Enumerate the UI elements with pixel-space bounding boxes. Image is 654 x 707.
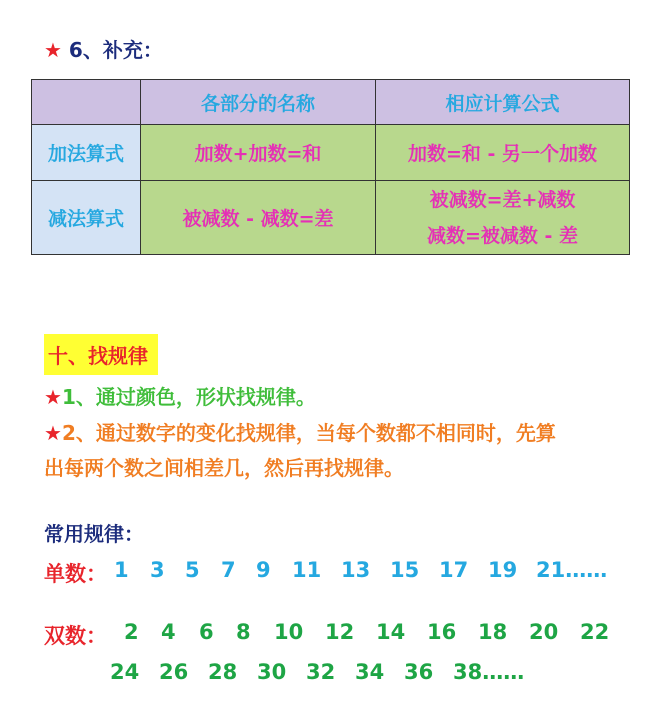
rule-item-2-line-1 [44, 416, 556, 451]
even-number: 8 [236, 620, 251, 644]
even-number: 26 [159, 660, 189, 684]
subtraction-formula-2: 减数=被减数 - 差 [426, 224, 579, 247]
table-header-formulas: 相应计算公式 [376, 80, 630, 125]
even-numbers-list-2 [0, 660, 654, 690]
odd-number: 19 [488, 558, 518, 582]
table-header-row [32, 80, 630, 125]
star-icon: ★ [44, 421, 62, 445]
odd-number: 17 [439, 558, 469, 582]
even-number: 16 [427, 620, 457, 644]
even-number: 10 [274, 620, 304, 644]
even-number: 18 [478, 620, 508, 644]
rule-item-1 [44, 381, 316, 410]
rule-item-2-line-2: 出每两个数之间相差几，然后再找规律。 [44, 456, 404, 480]
rule-item-2-text-1: 2、通过数字的变化找规律，当每个数都不相同时，先算 [61, 421, 556, 445]
rule-item-1-text: 1、通过颜色，形状找规律。 [61, 385, 316, 409]
even-number: 14 [376, 620, 406, 644]
odd-number: 13 [341, 558, 371, 582]
row-label-subtraction: 减法算式 [32, 181, 141, 255]
table-row-subtraction [32, 181, 630, 255]
odd-number: 7 [221, 558, 236, 582]
even-number: 2 [124, 620, 139, 644]
even-number: 24 [110, 660, 140, 684]
even-number: 34 [355, 660, 385, 684]
addition-formula: 加数=和 - 另一个加数 [376, 125, 630, 181]
even-number: 12 [325, 620, 355, 644]
even-number: 6 [199, 620, 214, 644]
subtraction-names: 被减数 - 减数=差 [141, 181, 376, 255]
addition-names: 加数+加数=和 [141, 125, 376, 181]
odd-number: 3 [150, 558, 165, 582]
table-header-empty [32, 80, 141, 125]
even-number: 28 [208, 660, 238, 684]
even-number: 20 [529, 620, 559, 644]
section-6-title: 6、补充： [68, 38, 163, 62]
odd-number: 15 [390, 558, 420, 582]
formula-table [31, 79, 630, 255]
subtraction-formulas [376, 181, 630, 255]
table-header-names: 各部分的名称 [141, 80, 376, 125]
even-number: 36 [404, 660, 434, 684]
row-label-addition: 加法算式 [32, 125, 141, 181]
odd-number: 11 [292, 558, 322, 582]
odd-numbers-list [0, 558, 654, 588]
even-number: 22 [580, 620, 610, 644]
common-rules-title: 常用规律： [44, 522, 144, 546]
even-number: 30 [257, 660, 287, 684]
even-label: 双数： [44, 624, 107, 648]
even-number: 32 [306, 660, 336, 684]
star-icon: ★ [44, 385, 62, 409]
star-icon: ★ [44, 38, 62, 62]
odd-number: 5 [185, 558, 200, 582]
odd-number: 1 [114, 558, 129, 582]
even-numbers-list-1 [0, 620, 654, 650]
subtraction-formula-1: 被减数=差+减数 [429, 188, 576, 211]
section-6-heading [44, 34, 163, 63]
table-row-addition [32, 125, 630, 181]
section-10-title: 十、找规律 [44, 334, 158, 375]
rule-item-2 [44, 416, 556, 486]
odd-number: 9 [256, 558, 271, 582]
odd-label: 单数： [44, 562, 107, 586]
even-number: 38…… [453, 660, 525, 684]
even-number: 4 [161, 620, 176, 644]
odd-number: 21…… [536, 558, 608, 582]
